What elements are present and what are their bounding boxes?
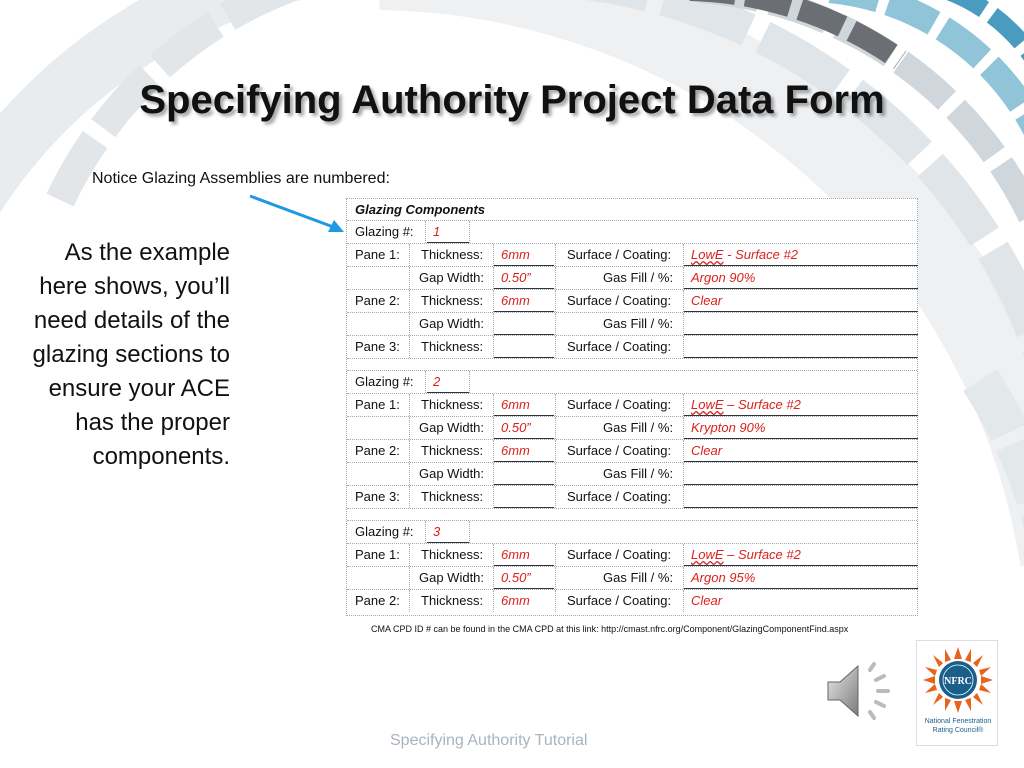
gas-label: Gas Fill / %: xyxy=(603,570,674,585)
gap-label: Gap Width: xyxy=(419,420,485,435)
glazing-number: 3 xyxy=(433,524,441,539)
surface-value: LowE - Surface #2 xyxy=(691,247,798,262)
gap-row xyxy=(347,313,917,336)
pane-label: Pane 1: xyxy=(355,397,400,412)
glazing-label: Glazing #: xyxy=(355,374,414,389)
gap-row xyxy=(347,567,917,590)
gas-label: Gas Fill / %: xyxy=(603,420,674,435)
footer-text: Specifying Authority Tutorial xyxy=(390,732,588,749)
thickness-label: Thickness: xyxy=(421,247,484,262)
surface-label: Surface / Coating: xyxy=(567,547,672,562)
thickness-value: 6mm xyxy=(501,443,530,458)
form-header: Glazing Components xyxy=(347,199,917,221)
gap-label: Gap Width: xyxy=(419,316,485,331)
surface-label: Surface / Coating: xyxy=(567,293,672,308)
pane-label: Pane 1: xyxy=(355,547,400,562)
gap-row xyxy=(347,267,917,290)
pane-label: Pane 1: xyxy=(355,247,400,262)
gas-value: Argon 90% xyxy=(691,270,756,285)
pane-row xyxy=(347,244,917,267)
speaker-icon[interactable] xyxy=(822,656,894,726)
pane-row xyxy=(347,486,917,509)
gap-row xyxy=(347,417,917,440)
surface-value: Clear xyxy=(691,593,723,608)
pane-row xyxy=(347,544,917,567)
nfrc-logo-caption: National Fenestration Rating Council® xyxy=(924,718,992,734)
pane-row xyxy=(347,440,917,463)
gap-value: 0.50” xyxy=(501,420,531,435)
pane-label: Pane 2: xyxy=(355,443,400,458)
gas-value: Krypton 90% xyxy=(691,420,766,435)
notice-text: Notice Glazing Assemblies are numbered: xyxy=(92,170,390,187)
gap-label: Gap Width: xyxy=(419,570,485,585)
gap-row xyxy=(347,463,917,486)
surface-label: Surface / Coating: xyxy=(567,489,672,504)
pane-label: Pane 2: xyxy=(355,593,400,608)
arrow-icon xyxy=(240,190,350,240)
pane-row xyxy=(347,290,917,313)
glazing-number: 1 xyxy=(433,224,441,239)
glazing-components-form xyxy=(346,198,918,616)
surface-label: Surface / Coating: xyxy=(567,443,672,458)
surface-value: Clear xyxy=(691,443,723,458)
surface-label: Surface / Coating: xyxy=(567,397,672,412)
thickness-value: 6mm xyxy=(501,593,530,608)
glazing-number-row xyxy=(347,371,917,394)
gap-value: 0.50” xyxy=(501,570,531,585)
pane-label: Pane 3: xyxy=(355,339,400,354)
thickness-value: 6mm xyxy=(501,247,530,262)
thickness-label: Thickness: xyxy=(421,397,484,412)
gap-label: Gap Width: xyxy=(419,270,485,285)
thickness-label: Thickness: xyxy=(421,489,484,504)
gas-label: Gas Fill / %: xyxy=(603,316,674,331)
gas-label: Gas Fill / %: xyxy=(603,466,674,481)
glazing-number-row xyxy=(347,221,917,244)
surface-value: Clear xyxy=(691,293,723,308)
surface-label: Surface / Coating: xyxy=(567,247,672,262)
gap-value: 0.50” xyxy=(501,270,531,285)
nfrc-logo xyxy=(916,640,998,746)
thickness-label: Thickness: xyxy=(421,547,484,562)
gas-value: Argon 95% xyxy=(691,570,756,585)
gas-label: Gas Fill / %: xyxy=(603,270,674,285)
surface-label: Surface / Coating: xyxy=(567,593,672,608)
thickness-label: Thickness: xyxy=(421,593,484,608)
surface-value: LowE – Surface #2 xyxy=(691,547,801,562)
logo-center-text: NFRC xyxy=(944,676,972,687)
pane-row xyxy=(347,336,917,359)
glazing-number: 2 xyxy=(433,374,441,389)
thickness-label: Thickness: xyxy=(421,293,484,308)
pane-label: Pane 2: xyxy=(355,293,400,308)
glazing-number-row xyxy=(347,521,917,544)
surface-label: Surface / Coating: xyxy=(567,339,672,354)
cpd-link-note: CMA CPD ID # can be found in the CMA CPD at this link: http://cmast.nfrc.org/Component/GlazingComponentFind.aspx xyxy=(371,624,849,634)
glazing-label: Glazing #: xyxy=(355,524,414,539)
pane-row xyxy=(347,590,917,613)
page-title: Specifying Authority Project Data Form xyxy=(139,78,885,122)
thickness-value: 6mm xyxy=(501,293,530,308)
thickness-value: 6mm xyxy=(501,547,530,562)
glazing-label: Glazing #: xyxy=(355,224,414,239)
gap-label: Gap Width: xyxy=(419,466,485,481)
thickness-label: Thickness: xyxy=(421,443,484,458)
thickness-value: 6mm xyxy=(501,397,530,412)
surface-value: LowE – Surface #2 xyxy=(691,397,801,412)
thickness-label: Thickness: xyxy=(421,339,484,354)
explanation-text: As the example here shows, you’ll need details of the glazing sections to ensure your ACE has the proper components. xyxy=(32,239,230,470)
pane-label: Pane 3: xyxy=(355,489,400,504)
pane-row xyxy=(347,394,917,417)
